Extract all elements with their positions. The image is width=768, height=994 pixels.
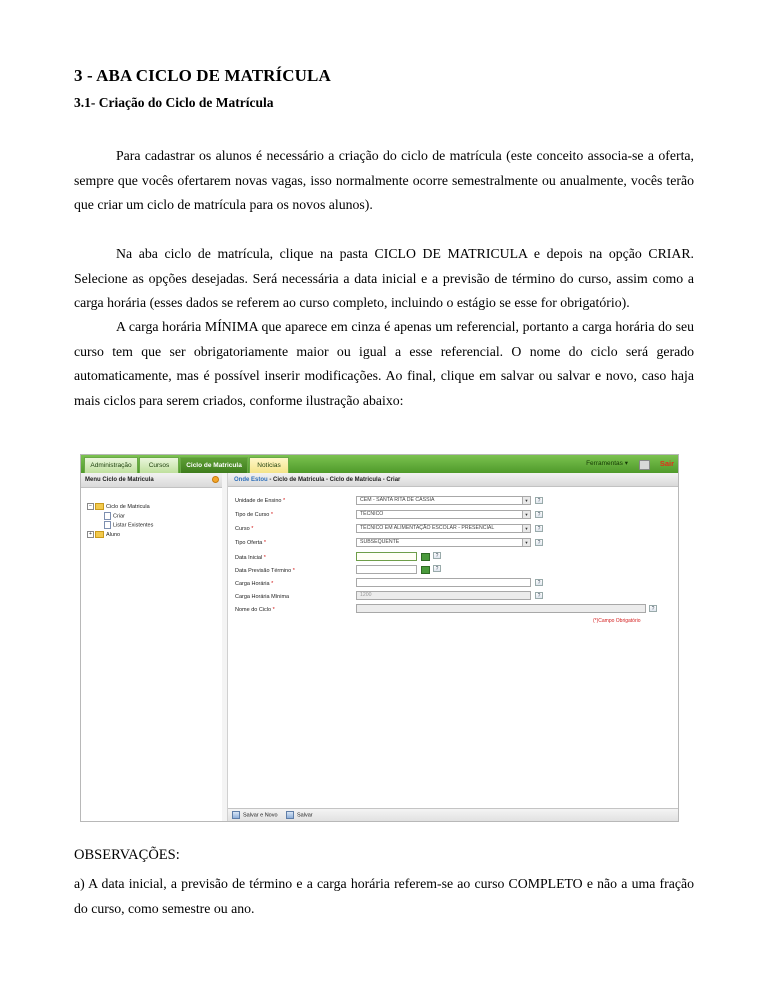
data-previsao-input[interactable] [356,565,417,574]
chevron-down-icon[interactable]: ▼ [522,539,530,546]
minus-icon[interactable]: − [87,503,94,510]
observation-a: a) A data inicial, a previsão de término e a carga horária referem-se ao curso COMPLETO e não a uma fração do curso, como semestre ou ano. [74,876,694,916]
paragraph-1: Para cadastrar os alunos é necessário a criação do ciclo de matrícula (este conceito associa-se a oferta, sempre que vocês ofertarem novas vagas, isso normalmente ocorre semestralmente ou anualmente, vocês terão que criar um ciclo de matrícula para os novos alunos). [74,148,694,212]
tools-menu[interactable]: Ferramentas ▾ [586,460,628,467]
carga-minima-input: 1200 [356,591,531,600]
left-menu-panel [81,473,223,821]
help-icon[interactable]: ? [649,605,657,612]
tree-item-aluno-label: Aluno [106,531,121,538]
menu-tree [87,503,153,540]
help-icon[interactable]: ? [433,565,441,572]
folder-icon [95,531,104,538]
label-nome-ciclo: Nome do Ciclo * [235,607,275,613]
help-icon[interactable]: ? [433,552,441,559]
label-curso: Curso * [235,526,254,532]
tree-item-listar[interactable] [87,521,153,530]
label-tipo-curso: Tipo de Curso * [235,512,274,518]
panel-splitter[interactable] [222,473,228,821]
plus-icon[interactable]: + [87,531,94,538]
chevron-down-icon[interactable]: ▼ [522,511,530,518]
observations-title: OBSERVAÇÕES: [74,847,180,863]
tipo-curso-select[interactable]: TÉCNICO ▼ [356,510,531,519]
action-toolbar [228,808,678,822]
required-note: (*)Campo Obrigatório [593,618,641,624]
top-nav-bar [81,455,678,473]
label-tipo-oferta: Tipo Oferta * [235,540,266,546]
paragraph-3: A carga horária MÍNIMA que aparece em cinza é apenas um referencial, portanto a carga horária do seu curso tem que ser obrigatoriamente maior ou igual a esse referencial. O nome do ciclo será gerado automaticamente, mas é possível inserir modificações. Ao final, clique em salvar ou salvar e novo, caso haja mais ciclos para serem criados, conforme ilustração abaixo: [74,319,694,408]
unidade-select[interactable]: CEM - SANTA RITA DE CÁSSIA ▼ [356,496,531,505]
label-carga-horaria: Carga Horária * [235,581,274,587]
help-icon[interactable]: ? [535,511,543,518]
save-and-new-button[interactable]: Salvar e Novo [232,811,278,820]
tab-ciclo-de-matricula[interactable]: Ciclo de Matricula [180,457,248,473]
collapse-icon[interactable] [212,476,219,483]
carga-horaria-input[interactable] [356,578,531,587]
tree-item-aluno[interactable] [87,531,153,540]
section-heading: 3 - ABA CICLO DE MATRÍCULA [74,66,331,85]
page-icon [104,521,111,529]
paragraph-2: Na aba ciclo de matrícula, clique na pasta CICLO DE MATRICULA e depois na opção CRIAR. Selecione as opções desejadas. Será necessária a data inicial e a previsão de término do curso, assim como a carga horária (esses dados se referem ao curso completo, incluindo o estágio se esse for obrigatório). [74,246,694,310]
calendar-icon[interactable] [421,566,430,574]
tree-item-criar[interactable] [87,512,153,521]
help-icon[interactable]: ? [535,525,543,532]
breadcrumb [228,473,678,487]
system-screenshot [80,454,679,822]
nome-ciclo-input[interactable] [356,604,646,613]
tree-item-criar-label: Criar [113,513,125,520]
tab-administracao[interactable]: Administração [84,457,138,473]
curso-select[interactable]: TÉCNICO EM ALIMENTAÇÃO ESCOLAR - PRESENCIAL ▼ [356,524,531,533]
tab-cursos[interactable]: Cursos [139,457,179,473]
tree-item-listar-label: Listar Existentes [113,522,154,529]
help-icon[interactable]: ? [535,592,543,599]
data-inicial-input[interactable] [356,552,417,561]
save-button[interactable]: Salvar [286,811,313,820]
help-icon[interactable]: ? [535,579,543,586]
breadcrumb-path: - Ciclo de Matricula - Ciclo de Matricula - Criar [267,477,401,483]
save-new-icon [232,811,240,819]
folder-icon [95,503,104,510]
label-unidade: Unidade de Ensino * [235,498,286,504]
page-icon [104,512,111,520]
floppy-disk-icon [286,811,294,819]
breadcrumb-here: Onde Estou [234,477,268,483]
label-data-previsao: Data Previsão Término * [235,568,295,574]
exit-button[interactable]: Sair [659,459,674,468]
label-data-inicial: Data Inicial * [235,555,266,561]
printer-icon[interactable] [639,460,650,470]
tipo-oferta-select[interactable]: SUBSEQUENTE ▼ [356,538,531,547]
tree-item-ciclo[interactable] [87,503,153,512]
chevron-down-icon[interactable]: ▼ [522,497,530,504]
label-carga-minima: Carga Horária Mínima [235,594,290,600]
chevron-down-icon[interactable]: ▼ [522,525,530,532]
tab-noticias[interactable]: Notícias [249,457,289,473]
help-icon[interactable]: ? [535,497,543,504]
left-menu-header [81,473,222,488]
subsection-heading: 3.1- Criação do Ciclo de Matrícula [74,95,274,110]
calendar-icon[interactable] [421,553,430,561]
left-menu-title: Menu Ciclo de Matricula [85,477,154,483]
tree-item-ciclo-label: Ciclo de Matricula [106,504,150,510]
help-icon[interactable]: ? [535,539,543,546]
